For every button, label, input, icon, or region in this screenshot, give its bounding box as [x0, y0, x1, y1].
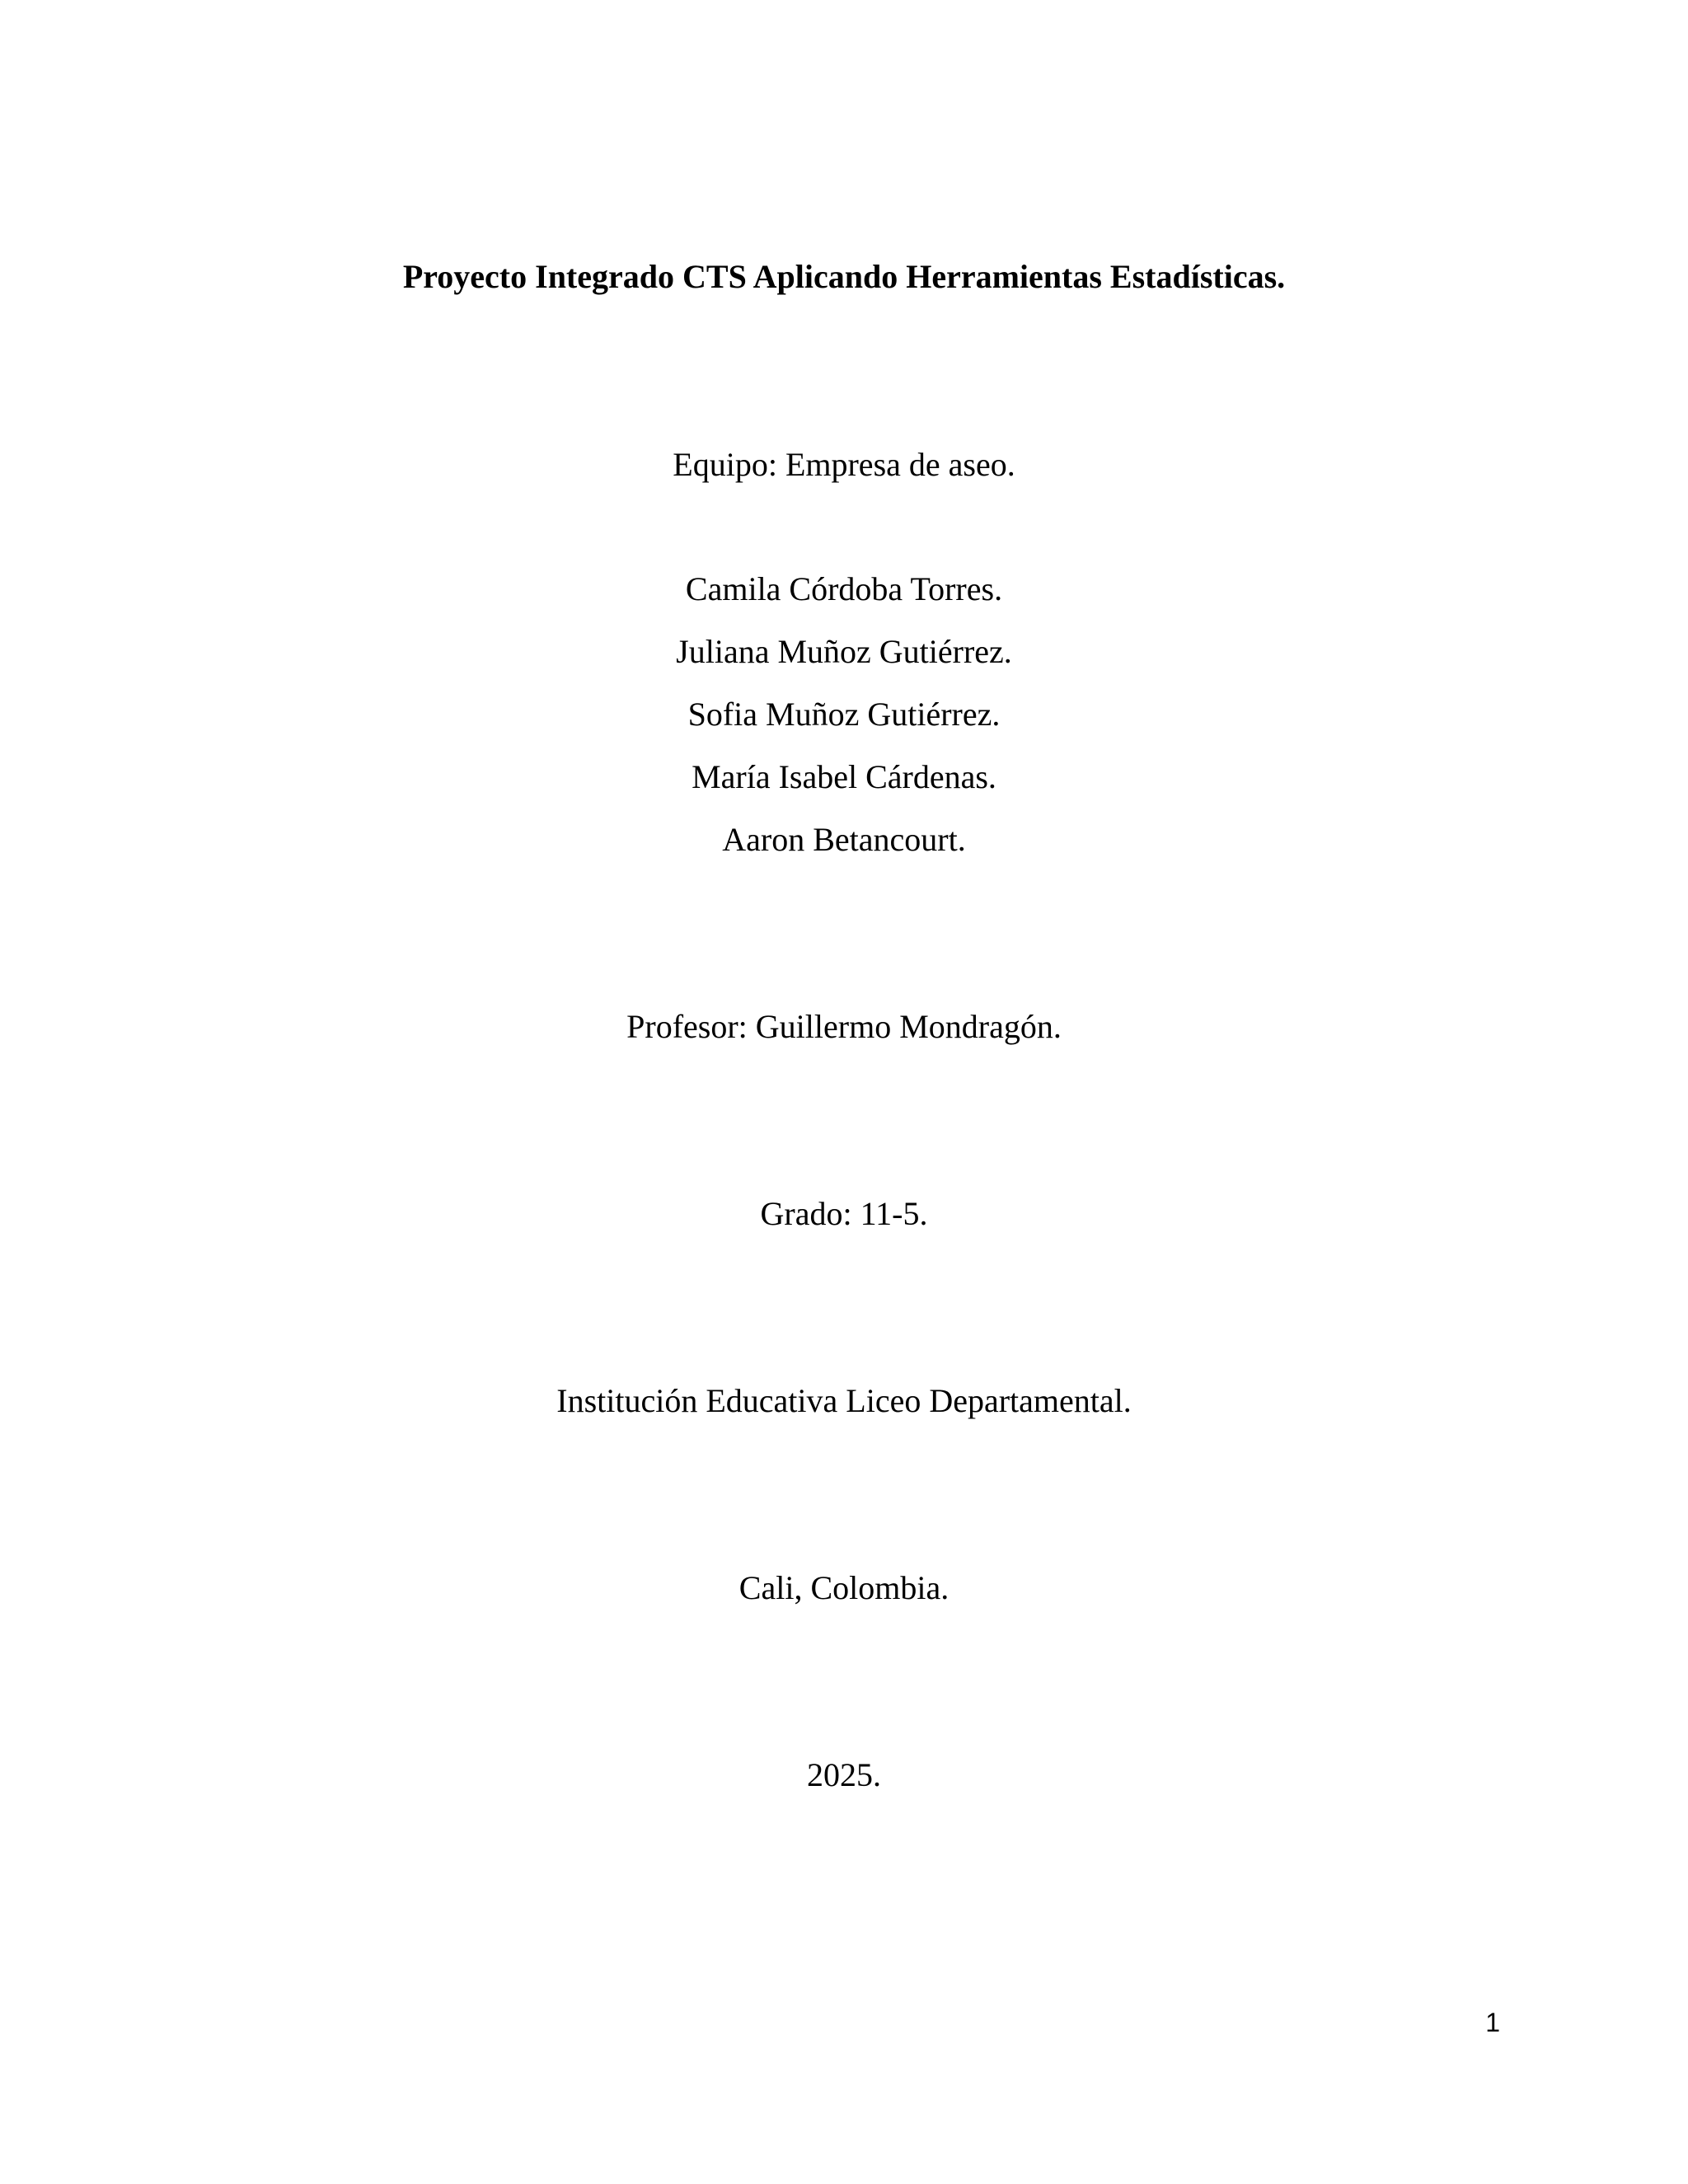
member-name: Camila Córdoba Torres.: [685, 570, 1003, 607]
institution-line: Institución Educativa Liceo Departamental.: [556, 1382, 1132, 1419]
team-line: Equipo: Empresa de aseo.: [673, 446, 1015, 483]
member-name: María Isabel Cárdenas.: [692, 758, 996, 795]
grade-line: Grado: 11-5.: [760, 1195, 928, 1232]
location-line: Cali, Colombia.: [738, 1569, 950, 1606]
teacher-line: Profesor: Guillermo Mondragón.: [626, 1008, 1062, 1045]
page-number: 1: [1485, 2008, 1500, 2037]
document-title: Proyecto Integrado CTS Aplicando Herramientas Estadísticas.: [402, 258, 1286, 295]
year-line: 2025.: [807, 1756, 881, 1793]
member-name: Juliana Muñoz Gutiérrez.: [676, 633, 1012, 670]
member-name: Sofia Muñoz Gutiérrez.: [687, 696, 1001, 733]
member-name: Aaron Betancourt.: [722, 821, 966, 858]
